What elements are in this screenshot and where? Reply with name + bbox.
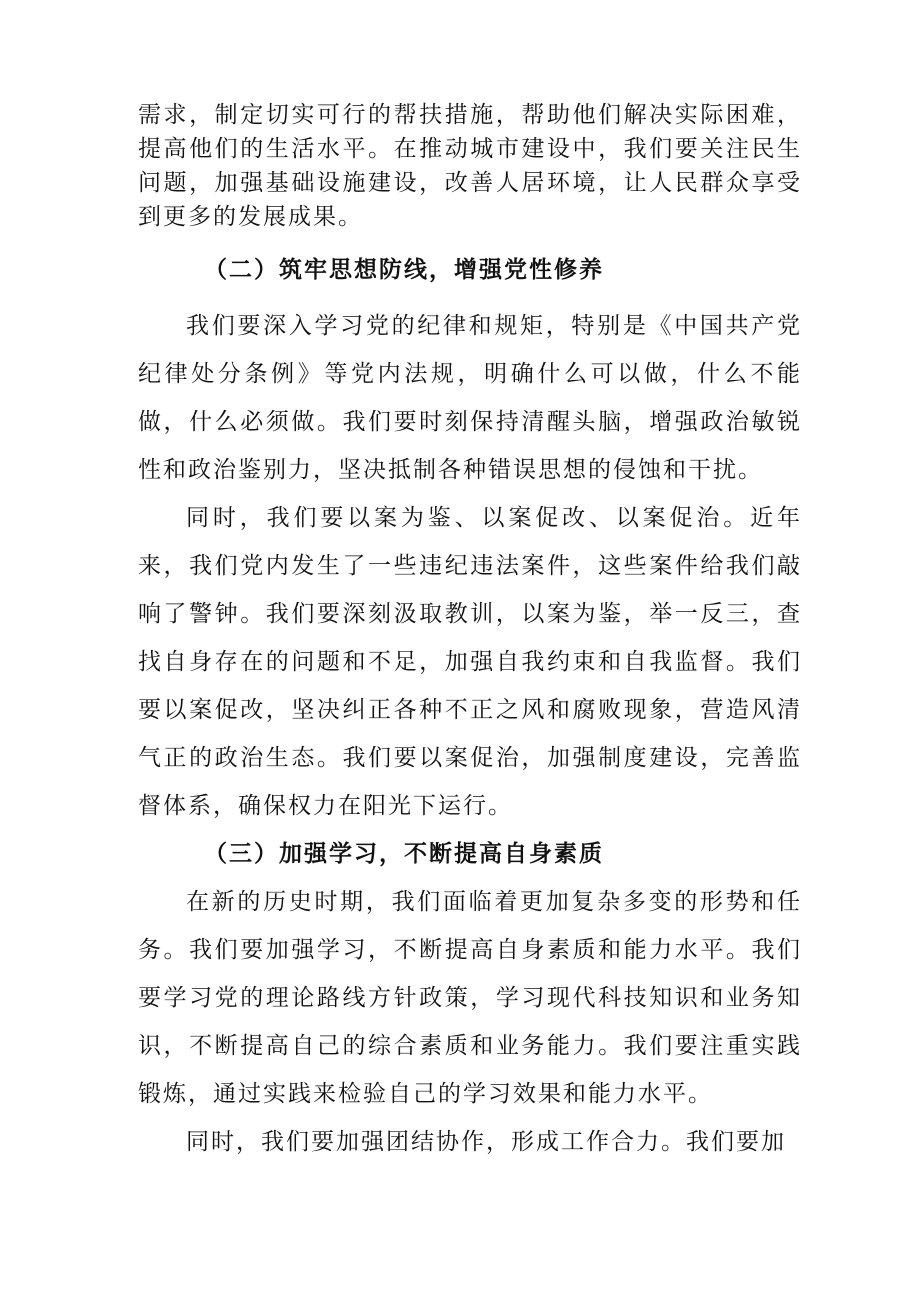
- section-heading-3: （三）加强学习，不断提高自身素质: [204, 840, 604, 867]
- paragraph-5: 同时，我们要加强团结协作，形成工作合力。我们要加: [186, 1129, 786, 1155]
- section-heading-2: （二）筑牢思想防线，增强党性修养: [204, 256, 604, 283]
- paragraph-1: 需求，制定切实可行的帮扶措施，帮助他们解决实际困难，提高他们的生活水平。在推动城市建设中，我们要关注民生问题，加强基础设施建设，改善人居环境，让人民群众享受到更多的发展成果。: [138, 102, 802, 230]
- document-body: [138, 98, 802, 1166]
- paragraph-2: 我们要深入学习党的纪律和规矩，特别是《中国共产党纪律处分条例》等党内法规，明确什么可以做，什么不能做，什么必须做。我们要时刻保持清醒头脑，增强政治敏锐性和政治鉴别力，坚决抵制各种错误思想的侵蚀和干扰。: [138, 313, 802, 483]
- paragraph-4: 在新的历史时期，我们面临着更加复杂多变的形势和任务。我们要加强学习，不断提高自身素质和能力水平。我们要学习党的理论路线方针政策，学习现代科技知识和业务知识，不断提高自己的综合素质和业务能力。我们要注重实践锻炼，通过实践来检验自己的学习效果和能力水平。: [138, 889, 802, 1107]
- paragraph-3: 同时，我们要以案为鉴、以案促改、以案促治。近年来，我们党内发生了一些违纪违法案件，这些案件给我们敲响了警钟。我们要深刻汲取教训，以案为鉴，举一反三，查找自身存在的问题和不足，加强自我约束和自我监督。我们要以案促改，坚决纠正各种不正之风和腐败现象，营造风清气正的政治生态。我们要以案促治，加强制度建设，完善监督体系，确保权力在阳光下运行。: [138, 505, 802, 819]
